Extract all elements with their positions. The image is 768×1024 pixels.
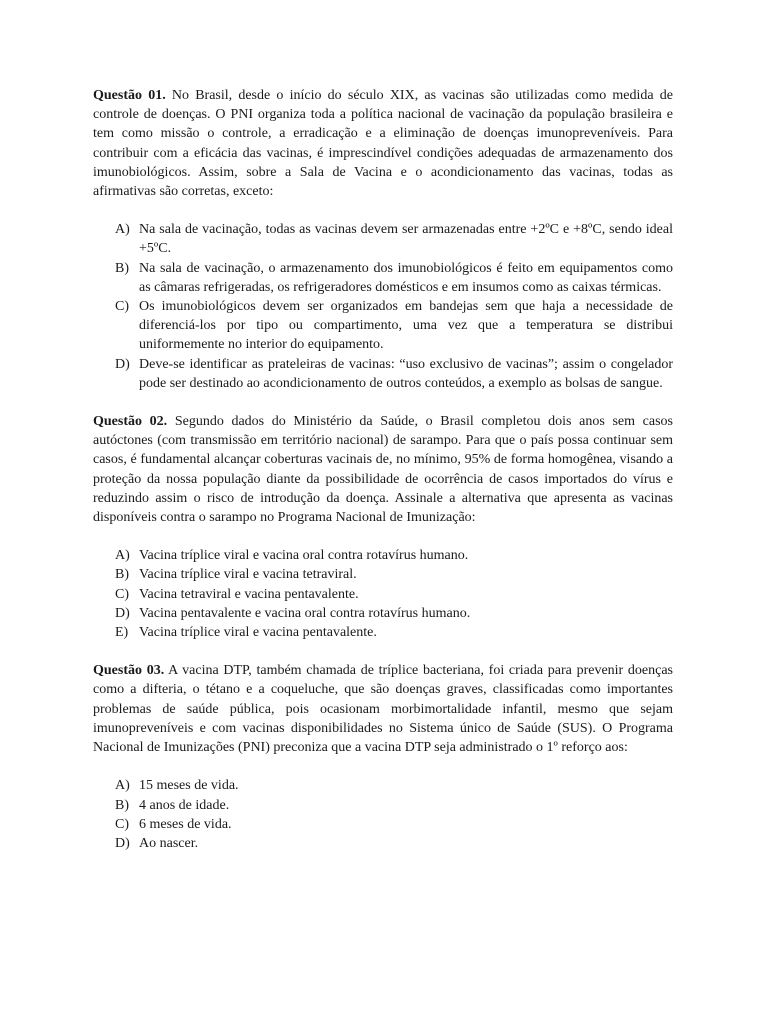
- option-letter: D): [115, 356, 130, 372]
- question-02: [93, 412, 673, 642]
- document-page: [93, 86, 673, 872]
- question-02-option-a: [115, 546, 673, 565]
- question-03-option-a: [115, 776, 673, 795]
- question-02-label: Questão 02.: [93, 414, 168, 430]
- option-text: Os imunobiológicos devem ser organizados em bandejas sem que haja a necessidade de diferenciá-los por tipo ou compartimento, uma vez que a temperatura se distribui uniformemente no interior do equipamento.: [139, 299, 673, 353]
- option-letter: B): [115, 567, 129, 583]
- question-01-option-b: [115, 259, 673, 297]
- option-letter: D): [115, 835, 130, 851]
- option-text: Vacina tríplice viral e vacina pentavalente.: [139, 625, 377, 641]
- option-letter: B): [115, 797, 129, 813]
- question-01-option-a: [115, 220, 673, 258]
- option-text: Vacina tríplice viral e vacina oral contra rotavírus humano.: [139, 548, 469, 564]
- question-02-text: [93, 412, 673, 527]
- question-03-option-c: [115, 815, 673, 834]
- option-text: 6 meses de vida.: [139, 816, 232, 832]
- option-letter: D): [115, 605, 130, 621]
- option-text: Ao nascer.: [139, 835, 199, 851]
- question-02-body: Segundo dados do Ministério da Saúde, o Brasil completou dois anos sem casos autóctones (com transmissão em território nacional) de sarampo. Para que o país possa continuar sem casos, é fundamental alcançar coberturas vacinais de, no mínimo, 95% de forma homogênea, visando a proteção da nossa população diante da possibilidade de ocorrência de casos importados do vírus e reduzindo assim o risco de introdução da doença. Assinale a alternativa que apresenta as vacinas disponíveis contra o sarampo no Programa Nacional de Imunização:: [93, 414, 673, 526]
- option-text: Na sala de vacinação, todas as vacinas devem ser armazenadas entre +2ºC e +8ºC, sendo ideal +5ºC.: [139, 222, 673, 257]
- question-02-option-d: [115, 604, 673, 623]
- question-02-option-c: [115, 585, 673, 604]
- question-03-option-d: [115, 834, 673, 853]
- option-letter: A): [115, 778, 130, 794]
- option-text: 4 anos de idade.: [139, 797, 230, 813]
- option-text: Vacina pentavalente e vacina oral contra rotavírus humano.: [139, 605, 471, 621]
- option-text: Na sala de vacinação, o armazenamento dos imunobiológicos é feito em equipamentos como as câmaras refrigeradas, os refrigeradores domésticos e em insumos como as caixas térmicas.: [139, 260, 673, 295]
- option-letter: A): [115, 548, 130, 564]
- option-text: Deve-se identificar as prateleiras de vacinas: “uso exclusivo de vacinas”; assim o congelador pode ser destinado ao acondicionamento de outros conteúdos, a exemplo as bolsas de sangue.: [139, 356, 673, 391]
- question-02-options: [93, 546, 673, 642]
- option-letter: C): [115, 816, 129, 832]
- option-letter: B): [115, 260, 129, 276]
- question-01: [93, 86, 673, 393]
- question-01-body: No Brasil, desde o início do século XIX, as vacinas são utilizadas como medida de controle de doenças. O PNI organiza toda a política nacional de vacinação da população brasileira e tem como missão o controle, a erradicação e a eliminação de doenças imunopreveníveis. Para contribuir com a eficácia das vacinas, é imprescindível condições adequadas de armazenamento dos imunobiológicos. Assim, sobre a Sala de Vacina e o acondicionamento das vacinas, todas as afirmativas são corretas, exceto:: [93, 88, 674, 200]
- option-letter: C): [115, 299, 129, 315]
- question-03-body: A vacina DTP, também chamada de tríplice bacteriana, foi criada para prevenir doenças como a difteria, o tétano e a coqueluche, que são doenças graves, classificadas como importantes problemas de saúde pública, pois ocasionam morbimortalidade infantil, mesmo que sejam imunopreveníveis e com vacinas disponibilidades no Sistema único de Saúde (SUS). O Programa Nacional de Imunizações (PNI) preconiza que a vacina DTP seja administrado o 1º reforço aos:: [93, 663, 674, 756]
- question-03-options: [93, 776, 673, 853]
- question-01-label: Questão 01.: [93, 88, 166, 103]
- option-letter: C): [115, 586, 129, 602]
- question-03: [93, 661, 673, 853]
- question-03-label: Questão 03.: [93, 663, 165, 679]
- question-01-option-c: [115, 297, 673, 355]
- option-text: 15 meses de vida.: [139, 778, 239, 794]
- question-02-option-e: [115, 623, 673, 642]
- question-01-option-d: [115, 355, 673, 393]
- question-03-option-b: [115, 796, 673, 815]
- option-letter: A): [115, 222, 130, 238]
- option-text: Vacina tríplice viral e vacina tetraviral.: [139, 567, 357, 583]
- option-letter: E): [115, 625, 129, 641]
- question-01-options: [93, 220, 673, 393]
- question-02-option-b: [115, 565, 673, 584]
- question-03-text: [93, 661, 673, 757]
- option-text: Vacina tetraviral e vacina pentavalente.: [139, 586, 359, 602]
- question-01-text: [93, 86, 673, 201]
